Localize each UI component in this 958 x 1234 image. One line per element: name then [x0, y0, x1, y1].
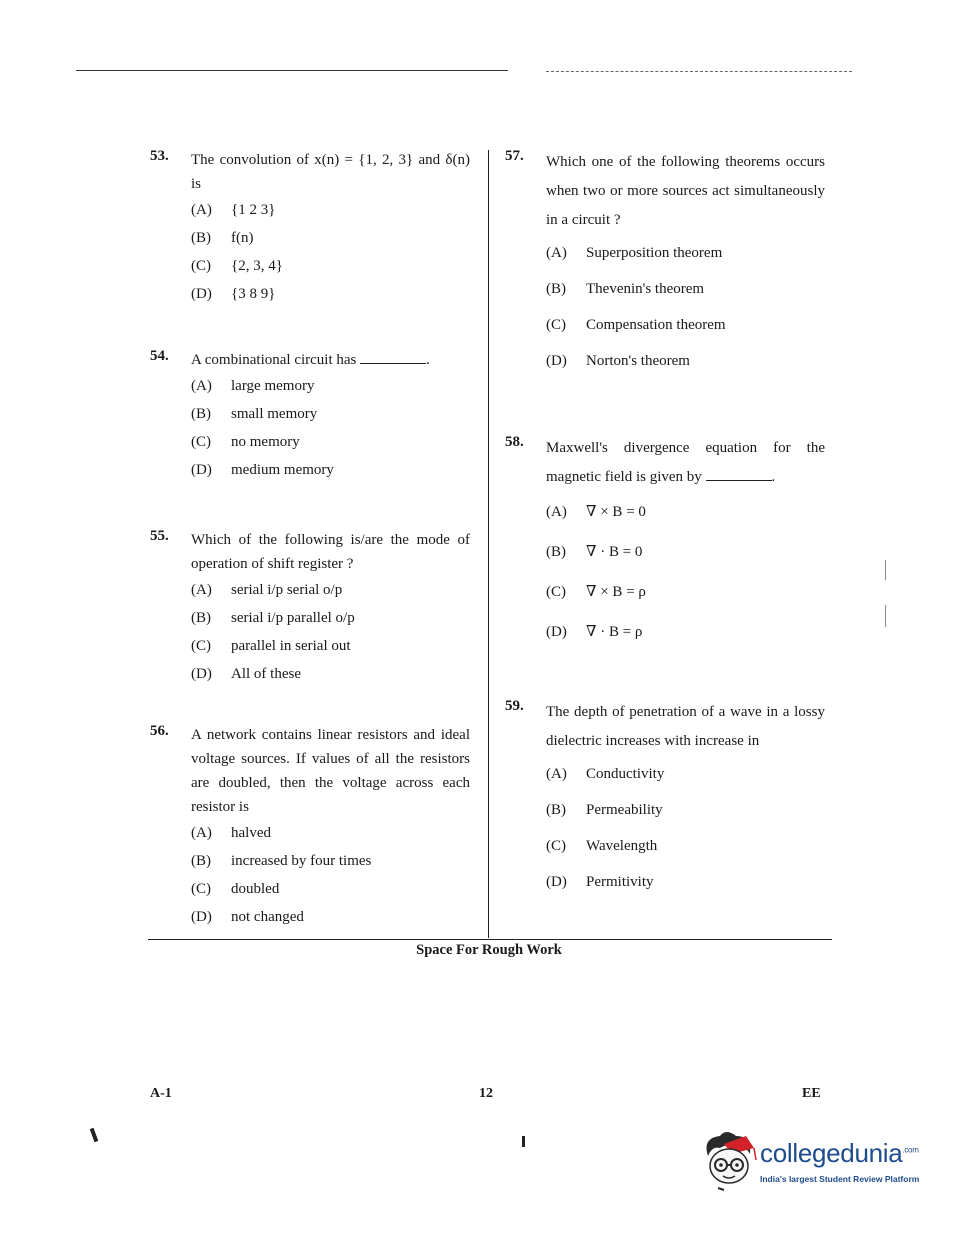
option-c: (C) doubled	[191, 881, 280, 897]
option-b: (B) Permeability	[546, 802, 663, 818]
top-rule	[76, 70, 508, 71]
question-number: 56.	[150, 723, 169, 739]
question-number: 55.	[150, 528, 169, 544]
option-a: (A) halved	[191, 825, 271, 841]
scan-mark	[90, 1128, 99, 1143]
question-stem: Which of the following is/are the mode of operation of shift register ?	[191, 532, 470, 572]
question-56	[150, 723, 470, 926]
question-stem: The depth of penetration of a wave in a lossy dielectric increases with increase in	[546, 704, 825, 749]
collegedunia-logo	[700, 1130, 930, 1196]
question-number: 54.	[150, 348, 169, 364]
page-number: 12	[479, 1086, 493, 1101]
option-d: (D) ∇ · B = ρ	[546, 624, 643, 640]
question-stem: Which one of the following theorems occurs when two or more sources act simultaneously in a circuit ?	[546, 154, 825, 228]
scan-mark	[885, 560, 886, 580]
scan-mark	[885, 605, 886, 627]
question-59	[505, 698, 825, 891]
scan-mark	[522, 1136, 525, 1147]
option-b: (B) serial i/p parallel o/p	[191, 610, 355, 626]
question-stem: Maxwell's divergence equation for the magnetic field is given by .	[546, 440, 825, 485]
mascot-icon	[700, 1130, 758, 1192]
option-a: (A) Conductivity	[546, 766, 665, 782]
logo-tagline: India's largest Student Review Platform	[760, 1174, 920, 1184]
rough-work-label: Space For Rough Work	[416, 942, 562, 958]
option-b: (B) f(n)	[191, 230, 254, 246]
option-c: (C) Compensation theorem	[546, 317, 726, 333]
question-number: 59.	[505, 698, 524, 714]
option-a: (A) large memory	[191, 378, 315, 394]
option-a: (A) Superposition theorem	[546, 245, 723, 261]
question-number: 57.	[505, 148, 524, 164]
bottom-rule	[148, 939, 832, 940]
option-d: (D) All of these	[191, 666, 301, 682]
option-c: (C) Wavelength	[546, 838, 658, 854]
option-c: (C) {2, 3, 4}	[191, 258, 283, 274]
question-57	[505, 148, 825, 370]
question-stem: A network contains linear resistors and ideal voltage sources. If values of all the resistors are doubled, then the voltage across each resistor is	[191, 727, 470, 815]
option-a: (A) ∇ × B = 0	[546, 504, 646, 520]
option-b: (B) ∇ · B = 0	[546, 544, 643, 560]
option-a: (A) serial i/p serial o/p	[191, 582, 343, 598]
option-d: (D) Norton's theorem	[546, 353, 690, 369]
top-rule-dashed	[546, 71, 852, 72]
question-stem: A combinational circuit has .	[191, 352, 430, 368]
question-54	[150, 348, 470, 479]
option-d: (D) medium memory	[191, 462, 334, 478]
question-53	[150, 148, 470, 303]
logo-wordmark: collegedunia$^{.com}$	[760, 1138, 919, 1168]
column-divider	[488, 150, 489, 938]
option-d: (D) {3 8 9}	[191, 286, 276, 302]
option-a: (A) {1 2 3}	[191, 202, 276, 218]
option-b: (B) Thevenin's theorem	[546, 281, 705, 297]
footer-subject-code: EE	[802, 1086, 821, 1101]
answer-blank	[360, 351, 426, 364]
question-number: 53.	[150, 148, 169, 164]
footer-paper-code: A-1	[150, 1086, 172, 1101]
option-b: (B) increased by four times	[191, 853, 372, 869]
option-d: (D) Permitivity	[546, 874, 654, 890]
question-stem: The convolution of x(n) = {1, 2, 3} and δ(n) is	[191, 152, 470, 192]
option-c: (C) ∇ × B = ρ	[546, 584, 646, 600]
option-b: (B) small memory	[191, 406, 318, 422]
option-c: (C) parallel in serial out	[191, 638, 351, 654]
answer-blank	[706, 468, 772, 481]
question-55	[150, 528, 470, 683]
option-d: (D) not changed	[191, 909, 304, 925]
question-number: 58.	[505, 434, 524, 450]
question-58	[505, 434, 825, 641]
option-c: (C) no memory	[191, 434, 300, 450]
